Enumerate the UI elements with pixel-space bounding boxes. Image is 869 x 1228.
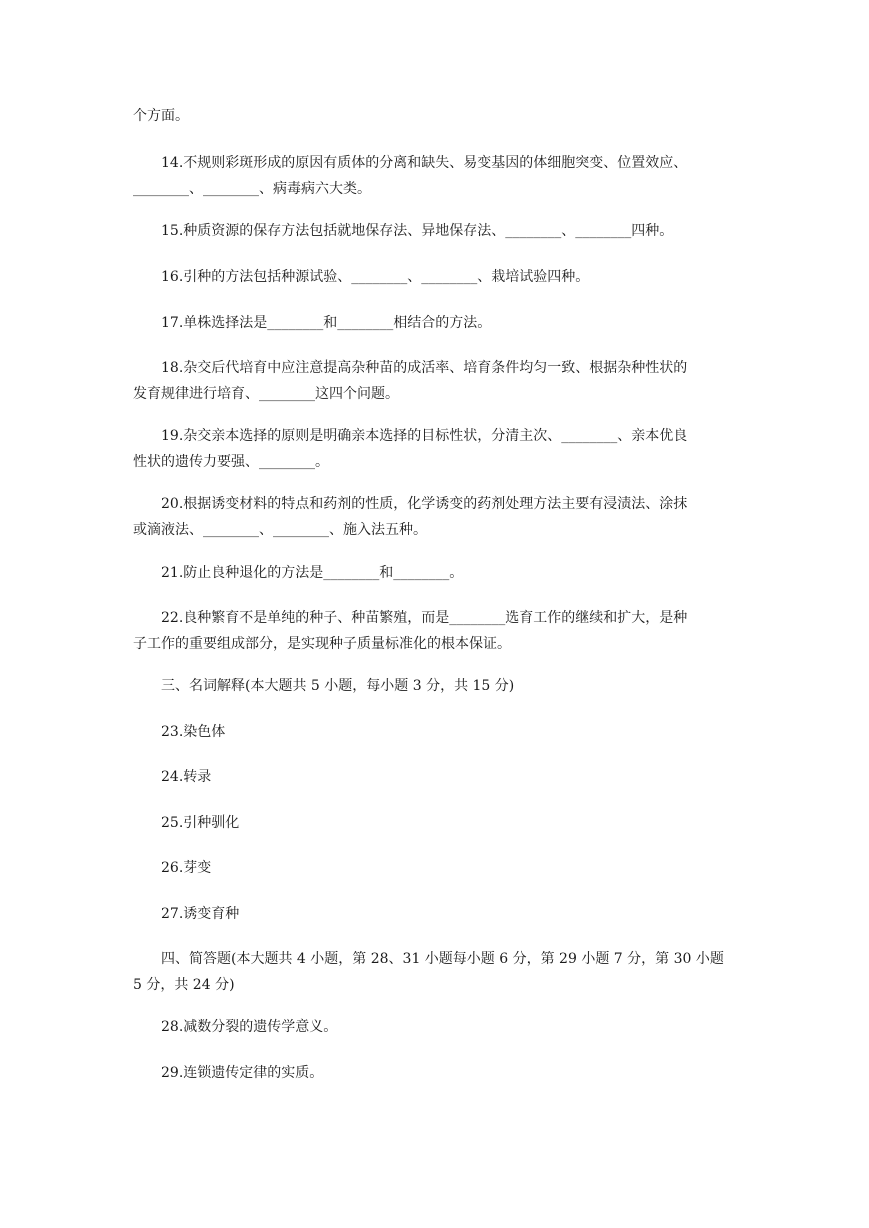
continuation-line: [133, 103, 743, 129]
question-18: [133, 355, 743, 407]
question-26: [133, 855, 743, 881]
section-4-heading: [133, 946, 743, 998]
question-26-text: 26.芽变: [161, 860, 212, 876]
question-28-text: 28.减数分裂的遗传学意义。: [161, 1019, 338, 1035]
question-20-line-1: 20.根据诱变材料的特点和药剂的性质，化学诱变的药剂处理方法主要有浸渍法、涂抹: [161, 496, 688, 512]
question-19-line-1: 19.杂交亲本选择的原则是明确亲本选择的目标性状，分清主次、________、亲本优良: [161, 428, 688, 444]
question-18-line-2: 发育规律进行培育、________这四个问题。: [133, 386, 399, 402]
section-4-title-line-1: 四、简答题(本大题共 4 小题，第 28、31 小题每小题 6 分，第 29 小题 7 分，第 30 小题: [161, 951, 724, 967]
section-3-title: 三、名词解释(本大题共 5 小题，每小题 3 分，共 15 分): [161, 678, 515, 694]
question-16-text: 16.引种的方法包括种源试验、________、________、栽培试验四种。: [161, 269, 590, 285]
question-15: [133, 218, 743, 244]
question-20: [133, 491, 743, 543]
section-3-heading: [133, 673, 743, 699]
question-22-line-2: 子工作的重要组成部分，是实现种子质量标准化的根本保证。: [133, 636, 511, 652]
question-22-line-1: 22.良种繁育不是单纯的种子、种苗繁殖，而是________选育工作的继续和扩大，是种: [161, 610, 688, 626]
question-17-text: 17.单株选择法是________和________相结合的方法。: [161, 315, 492, 331]
question-17: [133, 310, 743, 336]
section-4-title-line-2: 5 分，共 24 分): [133, 977, 235, 993]
question-16: [133, 264, 743, 290]
question-29: [133, 1060, 743, 1086]
question-21: [133, 560, 743, 586]
question-25: [133, 810, 743, 836]
question-27-text: 27.诱变育种: [161, 906, 240, 922]
question-18-line-1: 18.杂交后代培育中应注意提高杂种苗的成活率、培育条件均匀一致、根据杂种性状的: [161, 360, 688, 376]
question-14-line-2: ________、________、病毒病六大类。: [133, 181, 371, 197]
question-24-text: 24.转录: [161, 769, 212, 785]
text-line: 个方面。: [133, 108, 189, 124]
question-19-line-2: 性状的遗传力要强、________。: [133, 454, 329, 470]
question-23-text: 23.染色体: [161, 724, 226, 740]
question-15-text: 15.种质资源的保存方法包括就地保存法、异地保存法、________、________四种。: [161, 223, 674, 239]
question-23: [133, 719, 743, 745]
question-29-text: 29.连锁遗传定律的实质。: [161, 1065, 324, 1081]
question-22: [133, 605, 743, 657]
question-14: [133, 150, 743, 202]
question-27: [133, 901, 743, 927]
question-28: [133, 1014, 743, 1040]
question-19: [133, 423, 743, 475]
question-20-line-2: 或滴液法、________、________、施入法五种。: [133, 522, 427, 538]
question-14-line-1: 14.不规则彩斑形成的原因有质体的分离和缺失、易变基因的体细胞突变、位置效应、: [161, 155, 688, 171]
question-21-text: 21.防止良种退化的方法是________和________。: [161, 565, 464, 581]
question-25-text: 25.引种驯化: [161, 815, 240, 831]
question-24: [133, 764, 743, 790]
